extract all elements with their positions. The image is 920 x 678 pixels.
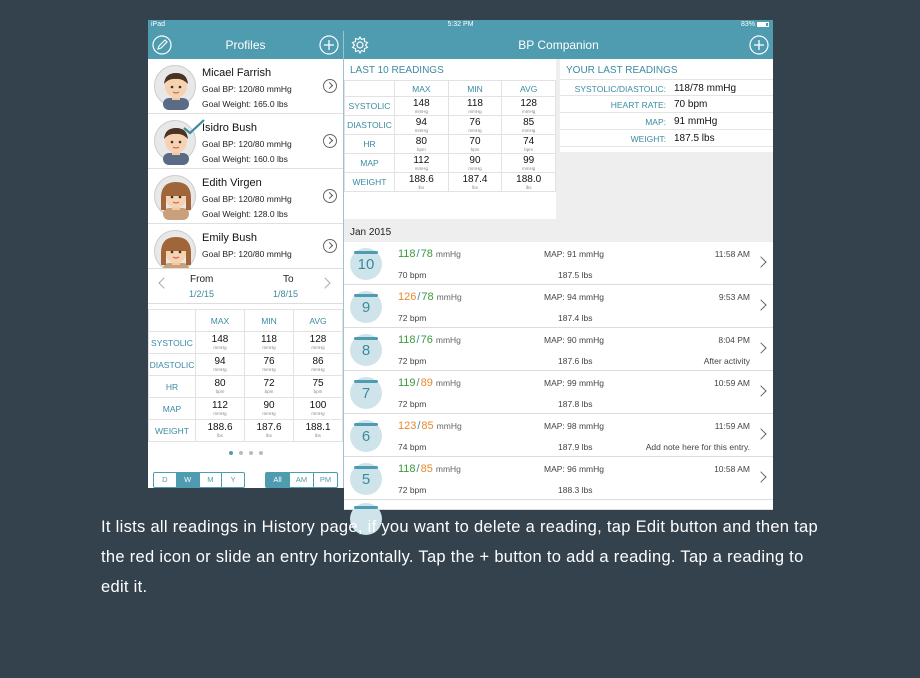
day-badge: 6 (350, 420, 382, 452)
stat-value: 80 (415, 135, 427, 147)
stat-unit: mmHg (522, 127, 536, 133)
day-badge: 5 (350, 463, 382, 495)
profile-detail-chevron-icon[interactable] (323, 79, 337, 93)
app-title: BP Companion (518, 38, 599, 52)
stat-value: 187.6 (256, 422, 282, 433)
diastolic-value: 85 (420, 463, 433, 475)
stat-value: 94 (415, 116, 427, 128)
blood-pressure-value (398, 334, 461, 346)
stats-row (149, 376, 343, 398)
stat-value: 128 (520, 97, 537, 109)
bp-separator: / (416, 248, 420, 260)
last-readings-title: YOUR LAST READINGS (566, 65, 678, 76)
stat-value: 100 (309, 400, 327, 411)
stats-row (345, 135, 556, 154)
stat-unit: bpm (524, 146, 534, 152)
stat-cell (196, 420, 245, 442)
stat-unit: mmHg (522, 165, 536, 171)
stat-unit: mmHg (311, 367, 325, 372)
stat-unit: mmHg (262, 411, 276, 416)
reading-entry-partial[interactable] (344, 500, 773, 510)
stat-unit: mmHg (262, 367, 276, 372)
to-date[interactable]: 1/8/15 (273, 289, 299, 299)
profile-row[interactable] (148, 114, 343, 169)
bp-unit: mmHg (435, 249, 461, 259)
stat-unit: bpm (313, 389, 323, 394)
profile-row[interactable] (148, 59, 343, 114)
reading-entry[interactable] (344, 371, 773, 414)
profile-goal-weight: Goal Weight: 160.0 lbs (202, 154, 288, 164)
bp-separator: / (417, 291, 421, 303)
period-segment[interactable]: D (162, 475, 168, 484)
stat-cell (196, 332, 245, 354)
stat-value: 188.6 (408, 173, 434, 185)
systolic-value: 118 (398, 248, 416, 260)
battery-icon (757, 22, 769, 27)
reading-time: 9:53 AM (718, 292, 750, 302)
diastolic-value: 85 (421, 420, 434, 432)
reading-note: Add note here for this entry. (645, 442, 750, 452)
add-reading-icon[interactable] (749, 35, 769, 55)
last-reading-label: SYSTOLIC/DIASTOLIC: (574, 84, 666, 94)
stat-cell (448, 135, 502, 154)
battery-indicator (741, 21, 769, 28)
column-header: MAX (196, 310, 245, 332)
stat-cell (395, 135, 449, 154)
stat-value: 148 (211, 334, 229, 345)
chevron-right-icon (755, 428, 766, 439)
stat-unit: bpm (215, 389, 225, 394)
stat-unit: lbs (525, 184, 532, 190)
weight-value: 187.5 lbs (558, 270, 593, 280)
column-header: MIN (245, 310, 294, 332)
stat-cell (294, 332, 343, 354)
time-segment[interactable]: AM (289, 473, 313, 487)
status-bar (148, 20, 773, 31)
stat-value: 148 (412, 97, 430, 109)
profiles-panel (148, 31, 343, 488)
stat-value: 90 (263, 400, 275, 411)
to-label: To (283, 274, 294, 285)
stat-value: 188.1 (305, 422, 331, 433)
stat-cell (245, 420, 294, 442)
blood-pressure-value (398, 248, 461, 260)
stat-value: 112 (212, 400, 228, 411)
map-value: MAP: 98 mmHg (544, 421, 604, 431)
stat-value: 118 (467, 97, 483, 109)
last-10-title: LAST 10 READINGS (350, 65, 444, 76)
range-next-icon[interactable] (319, 277, 330, 288)
stat-cell (502, 97, 556, 116)
row-label: MAP (149, 398, 196, 420)
stat-value: 76 (469, 116, 481, 128)
profiles-navbar (148, 31, 343, 59)
last-reading-row (560, 79, 773, 96)
profile-goal-bp: Goal BP: 120/80 mmHg (202, 139, 292, 149)
profile-name: Isidro Bush (202, 122, 258, 134)
weight-value: 188.3 lbs (558, 485, 593, 495)
stat-value: 90 (469, 154, 481, 166)
period-segment[interactable]: W (176, 473, 199, 487)
reading-time: 8:04 PM (718, 335, 750, 345)
map-value: MAP: 90 mmHg (544, 335, 604, 345)
stat-value: 187.4 (462, 173, 488, 185)
weight-value: 187.4 lbs (558, 313, 593, 323)
stat-cell (395, 154, 449, 173)
stat-unit: mmHg (522, 108, 536, 114)
chevron-right-icon (755, 471, 766, 482)
table-corner (345, 81, 395, 97)
page-dot (229, 451, 233, 455)
weight-value: 187.8 lbs (558, 399, 593, 409)
stat-unit: lbs (315, 433, 321, 438)
avatar (154, 175, 196, 217)
profile-row[interactable] (148, 224, 343, 259)
page-indicator[interactable] (148, 451, 343, 455)
last-10-stats-table (344, 80, 556, 192)
diastolic-value: 76 (420, 334, 433, 346)
stat-unit: mmHg (414, 165, 428, 171)
heart-rate: 74 bpm (398, 442, 427, 452)
map-value: MAP: 94 mmHg (544, 292, 604, 302)
map-value: MAP: 99 mmHg (544, 378, 604, 388)
day-badge: 10 (350, 248, 382, 280)
time-segment[interactable]: All (266, 473, 289, 487)
stat-cell (448, 97, 502, 116)
table-corner (149, 310, 196, 332)
systolic-value: 126 (398, 291, 417, 303)
map-value: MAP: 91 mmHg (544, 249, 604, 259)
reading-time: 10:59 AM (714, 378, 750, 388)
day-badge: 8 (350, 334, 382, 366)
profile-name: Edith Virgen (202, 177, 262, 189)
reading-entry[interactable] (344, 285, 773, 328)
stat-value: 99 (523, 154, 535, 166)
stat-unit: mmHg (262, 345, 276, 350)
last-reading-label: HEART RATE: (610, 100, 666, 110)
systolic-value: 119 (398, 377, 416, 389)
row-label: WEIGHT (345, 173, 395, 192)
from-date[interactable]: 1/2/15 (189, 289, 215, 299)
stat-unit: mmHg (468, 108, 482, 114)
page-dot (239, 451, 243, 455)
heart-rate: 70 bpm (398, 270, 427, 280)
stat-cell (502, 173, 556, 192)
device-label: iPad (151, 21, 166, 28)
stat-cell (502, 116, 556, 135)
row-label: HR (149, 376, 196, 398)
stat-value: 94 (214, 356, 226, 367)
weight-value: 187.6 lbs (558, 356, 593, 366)
bp-unit: mmHg (435, 335, 461, 345)
column-header: MIN (448, 81, 502, 97)
stat-unit: lbs (418, 184, 425, 190)
stat-value: 74 (523, 135, 535, 147)
stat-cell (395, 97, 449, 116)
systolic-value: 123 (398, 420, 417, 432)
bp-unit: mmHg (436, 292, 462, 302)
bp-unit: mmHg (435, 378, 461, 388)
stat-value: 188.0 (516, 173, 542, 185)
stat-cell (196, 354, 245, 376)
stat-unit: mmHg (213, 411, 227, 416)
stat-unit: bpm (470, 146, 480, 152)
heart-rate: 72 bpm (398, 313, 427, 323)
blood-pressure-value (398, 291, 462, 303)
stat-value: 118 (261, 334, 277, 345)
stat-cell (245, 354, 294, 376)
profile-detail-chevron-icon[interactable] (323, 239, 337, 253)
stat-unit: mmHg (311, 411, 325, 416)
map-value: MAP: 96 mmHg (544, 464, 604, 474)
stat-unit: mmHg (311, 345, 325, 350)
bp-separator: / (417, 420, 421, 432)
stat-value: 86 (312, 356, 324, 367)
last-reading-row (560, 113, 773, 130)
heart-rate: 72 bpm (398, 356, 427, 366)
profile-name: Micael Farrish (202, 67, 272, 79)
last-reading-value: 187.5 lbs (674, 133, 715, 144)
stat-unit: bpm (416, 146, 426, 152)
period-segment[interactable]: M (199, 473, 222, 487)
bp-unit: mmHg (436, 421, 462, 431)
stat-unit: bpm (264, 389, 274, 394)
stats-row (345, 154, 556, 173)
stat-value: 76 (263, 356, 275, 367)
profile-detail-chevron-icon[interactable] (323, 189, 337, 203)
weight-value: 187.9 lbs (558, 442, 593, 452)
chevron-right-icon (755, 385, 766, 396)
reading-time: 11:59 AM (714, 421, 750, 431)
row-label: HR (345, 135, 395, 154)
row-label: WEIGHT (149, 420, 196, 442)
last-reading-label: WEIGHT: (630, 134, 666, 144)
stat-cell (196, 398, 245, 420)
period-segment[interactable]: Y (221, 473, 244, 487)
row-label: DIASTOLIC (149, 354, 196, 376)
profile-stats-table (148, 309, 343, 442)
last-reading-value: 118/78 mmHg (674, 83, 737, 94)
stats-row (149, 354, 343, 376)
blood-pressure-value (398, 463, 461, 475)
stat-unit: mmHg (468, 165, 482, 171)
column-header: AVG (502, 81, 556, 97)
systolic-value: 118 (398, 463, 416, 475)
app-screenshot (148, 20, 773, 495)
stat-cell (294, 354, 343, 376)
stat-cell (294, 398, 343, 420)
from-label: From (190, 274, 214, 285)
stat-cell (294, 420, 343, 442)
stat-unit: lbs (217, 433, 223, 438)
stat-cell (196, 376, 245, 398)
stat-cell (502, 154, 556, 173)
stat-cell (448, 116, 502, 135)
time-segmented-control (265, 472, 338, 488)
chevron-right-icon (755, 299, 766, 310)
diastolic-value: 89 (420, 377, 433, 389)
battery-percent: 83% (740, 21, 755, 28)
stats-row (149, 332, 343, 354)
main-navbar (344, 31, 773, 59)
stat-value: 70 (469, 135, 481, 147)
reading-time: 11:58 AM (714, 249, 750, 259)
row-label: SYSTOLIC (345, 97, 395, 116)
chevron-right-icon (755, 342, 766, 353)
period-segmented-control (153, 472, 245, 488)
blood-pressure-value (398, 420, 462, 432)
reading-time: 10:58 AM (714, 464, 750, 474)
heart-rate: 72 bpm (398, 485, 427, 495)
stat-cell (395, 116, 449, 135)
history-panel (344, 31, 773, 495)
profiles-title: Profiles (225, 38, 266, 52)
page-dot (249, 451, 253, 455)
stat-cell (448, 154, 502, 173)
blood-pressure-value (398, 377, 461, 389)
bp-unit: mmHg (435, 464, 461, 474)
add-profile-icon[interactable] (319, 35, 339, 55)
stats-row (149, 398, 343, 420)
row-label: MAP (345, 154, 395, 173)
stat-value: 85 (523, 116, 535, 128)
profile-name: Emily Bush (202, 232, 258, 244)
avatar (154, 65, 196, 107)
systolic-value: 118 (398, 334, 416, 346)
last-reading-value: 70 bpm (674, 99, 708, 110)
profile-row[interactable] (148, 169, 343, 224)
reading-note: After activity (703, 356, 750, 366)
stat-unit: mmHg (213, 345, 227, 350)
month-header: Jan 2015 (350, 227, 392, 238)
stats-row (345, 97, 556, 116)
profile-goal-bp: Goal BP: 120/80 mmHg (202, 194, 292, 204)
stats-row (345, 173, 556, 192)
last-10-readings-card (344, 59, 556, 219)
stat-value: 188.6 (207, 422, 233, 433)
stat-value: 80 (214, 378, 226, 389)
bp-separator: / (416, 463, 420, 475)
profile-goal-weight: Goal Weight: 165.0 lbs (202, 99, 288, 109)
stats-row (149, 420, 343, 442)
stat-cell (294, 376, 343, 398)
bp-separator: / (416, 377, 420, 389)
stat-value: 112 (413, 154, 430, 166)
stat-cell (245, 398, 294, 420)
reading-entry[interactable] (344, 328, 773, 371)
time-segment[interactable]: PM (313, 473, 337, 487)
day-badge: 7 (350, 377, 382, 409)
range-prev-icon[interactable] (158, 277, 169, 288)
stat-cell (245, 376, 294, 398)
profile-detail-chevron-icon[interactable] (323, 134, 337, 148)
page-dot (259, 451, 263, 455)
bp-separator: / (416, 334, 420, 346)
column-header: AVG (294, 310, 343, 332)
last-reading-row (560, 96, 773, 113)
heart-rate: 72 bpm (398, 399, 427, 409)
stat-unit: mmHg (468, 127, 482, 133)
profile-goal-bp: Goal BP: 120/80 mmHg (202, 249, 292, 259)
diastolic-value: 78 (420, 248, 433, 260)
last-reading-row (560, 130, 773, 147)
avatar (154, 230, 196, 272)
stat-unit: mmHg (414, 108, 428, 114)
stat-cell (448, 173, 502, 192)
last-reading-value: 91 mmHg (674, 116, 718, 127)
last-reading-label: MAP: (645, 117, 666, 127)
stat-value: 72 (263, 378, 275, 389)
reading-entry[interactable] (344, 457, 773, 500)
reading-entry[interactable] (344, 414, 773, 457)
date-range (148, 268, 343, 304)
stat-unit: lbs (266, 433, 272, 438)
stat-value: 128 (309, 334, 327, 345)
clock: 5:32 PM (447, 21, 474, 28)
chevron-right-icon (755, 256, 766, 267)
stats-row (345, 116, 556, 135)
stat-unit: mmHg (213, 367, 227, 372)
stat-cell (395, 173, 449, 192)
profile-goal-weight: Goal Weight: 128.0 lbs (202, 209, 288, 219)
stat-value: 75 (312, 378, 324, 389)
column-header: MAX (395, 81, 449, 97)
profile-goal-bp: Goal BP: 120/80 mmHg (202, 84, 292, 94)
diastolic-value: 78 (421, 291, 434, 303)
day-badge: 9 (350, 291, 382, 323)
stat-unit: lbs (472, 184, 478, 190)
last-readings-card (560, 59, 773, 152)
row-label: SYSTOLIC (149, 332, 196, 354)
row-label: DIASTOLIC (345, 116, 395, 135)
stat-cell (502, 135, 556, 154)
caption-text: It lists all readings in History page, if you want to delete a reading, tap Edit button and then tap the red icon or slide an entry horizontally. Tap the + button to add a reading. Tap a reading to edit it. (101, 518, 819, 596)
stat-unit: mmHg (414, 127, 428, 133)
stat-cell (245, 332, 294, 354)
reading-entry[interactable] (344, 242, 773, 285)
